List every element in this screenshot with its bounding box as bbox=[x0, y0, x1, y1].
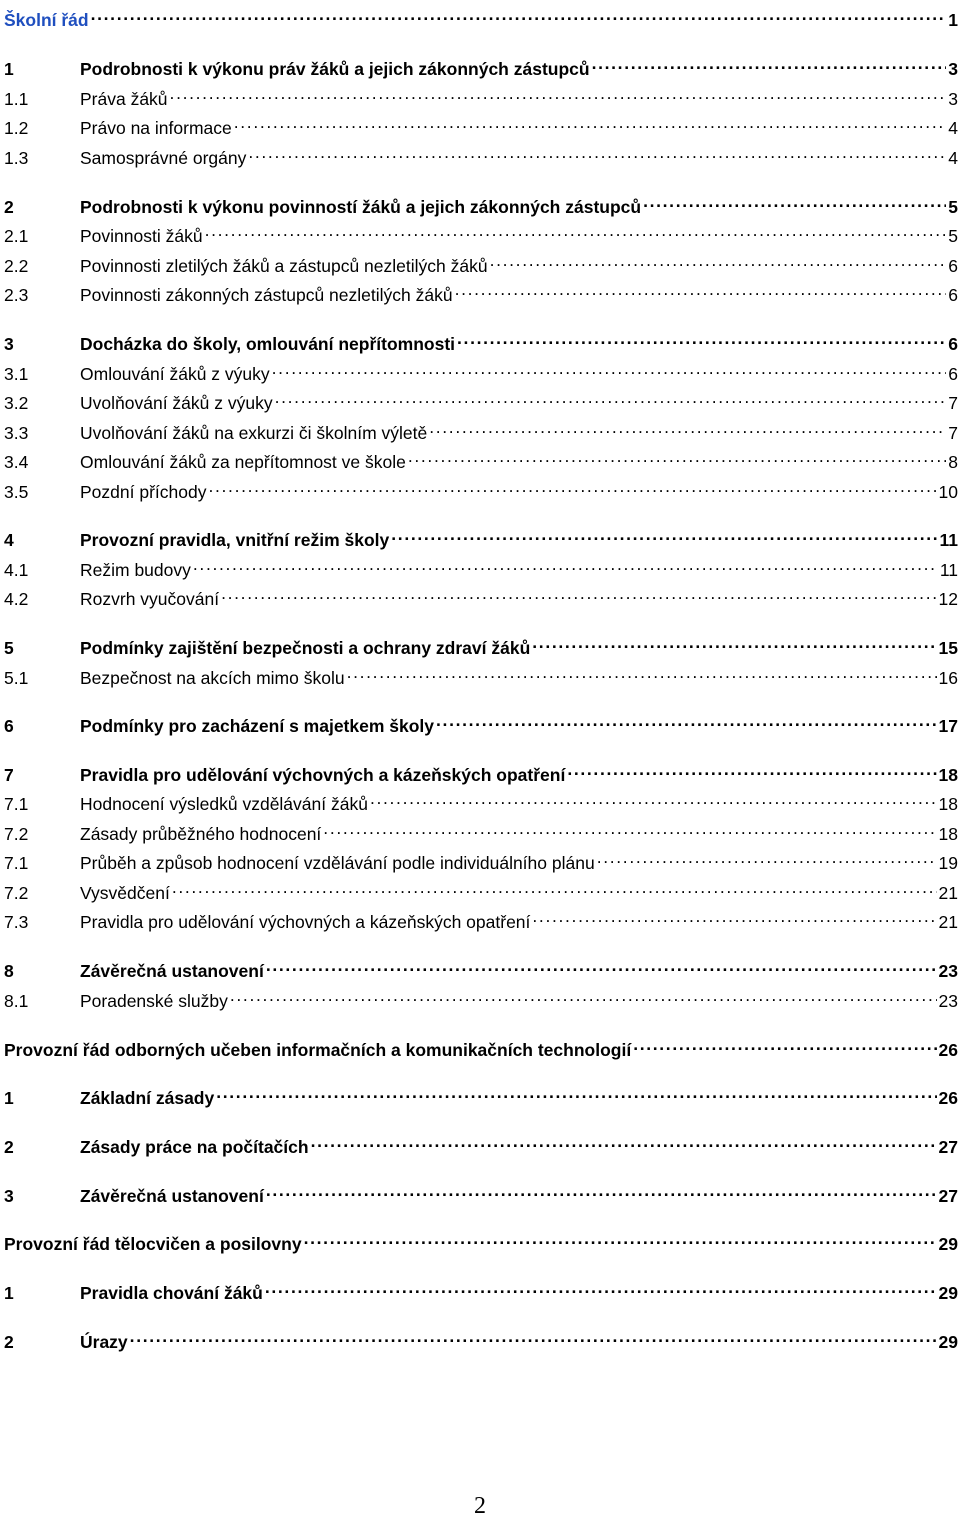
toc-entry-number: 1.2 bbox=[4, 116, 80, 140]
toc-entry-number: 3.2 bbox=[4, 391, 80, 415]
toc-entry-page: 4 bbox=[948, 146, 960, 170]
dot-leader bbox=[408, 444, 946, 468]
toc-entry-title: Pravidla chování žáků bbox=[80, 1281, 263, 1305]
dot-leader bbox=[172, 875, 937, 899]
toc-entry-number: 2 bbox=[4, 195, 80, 219]
toc-entry[interactable] bbox=[4, 110, 960, 134]
toc-entry-title: Docházka do školy, omlouvání nepřítomnosti bbox=[80, 332, 455, 356]
toc-entry[interactable] bbox=[4, 1178, 960, 1202]
dot-leader bbox=[311, 1129, 937, 1153]
toc-entry[interactable] bbox=[4, 786, 960, 810]
toc-entry-title: Školní řád bbox=[4, 8, 89, 32]
toc-entry-title: Uvolňování žáků na exkurzi či školním výletě bbox=[80, 421, 427, 445]
toc-entry-number: 7.1 bbox=[4, 851, 80, 875]
toc-entry-page: 19 bbox=[939, 851, 960, 875]
toc-entry-title: Provozní pravidla, vnitřní režim školy bbox=[80, 528, 389, 552]
toc-entry-number: 3.4 bbox=[4, 450, 80, 474]
toc-entry-page: 6 bbox=[948, 254, 960, 278]
toc-entry[interactable] bbox=[4, 218, 960, 242]
toc-entry-number: 3.5 bbox=[4, 480, 80, 504]
toc-entry-number: 4 bbox=[4, 528, 80, 552]
toc-entry-page: 18 bbox=[939, 763, 960, 787]
toc-entry-title: Pravidla pro udělování výchovných a kázeňských opatření bbox=[80, 910, 530, 934]
toc-entry-title: Provozní řád odborných učeben informačních a komunikačních technologií bbox=[4, 1038, 631, 1062]
toc-entry-title: Poradenské služby bbox=[80, 989, 228, 1013]
toc-entry-number: 3 bbox=[4, 1184, 80, 1208]
toc-entry-page: 29 bbox=[939, 1232, 960, 1256]
toc-entry-page: 7 bbox=[948, 421, 960, 445]
dot-leader bbox=[370, 786, 937, 810]
dot-leader bbox=[391, 522, 937, 546]
dot-leader bbox=[266, 953, 937, 977]
toc-entry-page: 5 bbox=[948, 224, 960, 248]
toc-entry-title: Rozvrh vyučování bbox=[80, 587, 219, 611]
toc-entry[interactable] bbox=[4, 1275, 960, 1299]
toc-entry-title: Závěrečná ustanovení bbox=[80, 959, 264, 983]
dot-leader bbox=[170, 81, 947, 105]
dot-leader bbox=[234, 110, 947, 134]
toc-entry-page: 18 bbox=[939, 792, 960, 816]
toc-entry-title: Pozdní příchody bbox=[80, 480, 206, 504]
toc-entry-number: 2.3 bbox=[4, 283, 80, 307]
dot-leader bbox=[275, 385, 947, 409]
toc-entry-page: 21 bbox=[939, 881, 960, 905]
toc-entry-number: 5 bbox=[4, 636, 80, 660]
toc-entry-number: 6 bbox=[4, 714, 80, 738]
dot-leader bbox=[130, 1324, 937, 1348]
toc-entry-title: Podrobnosti k výkonu povinností žáků a jejich zákonných zástupců bbox=[80, 195, 641, 219]
dot-leader bbox=[347, 660, 937, 684]
toc-entry-page: 10 bbox=[939, 480, 960, 504]
dot-leader bbox=[193, 552, 938, 576]
toc-entry[interactable] bbox=[4, 385, 960, 409]
toc-entry-page: 3 bbox=[948, 57, 960, 81]
toc-entry-page: 5 bbox=[948, 195, 960, 219]
toc-entry[interactable] bbox=[4, 581, 960, 605]
toc-entry-number: 7.2 bbox=[4, 822, 80, 846]
toc-entry[interactable] bbox=[4, 444, 960, 468]
toc-entry[interactable] bbox=[4, 474, 960, 498]
toc-entry-number: 7.2 bbox=[4, 881, 80, 905]
toc-entry-title: Uvolňování žáků z výuky bbox=[80, 391, 273, 415]
dot-leader bbox=[248, 140, 946, 164]
toc-entry-page: 21 bbox=[939, 910, 960, 934]
dot-leader bbox=[592, 51, 947, 75]
toc-entry-page: 16 bbox=[939, 666, 960, 690]
toc-entry-number: 3.1 bbox=[4, 362, 80, 386]
dot-leader bbox=[633, 1032, 936, 1056]
toc-entry-title: Práva žáků bbox=[80, 87, 168, 111]
toc-entry-number: 7 bbox=[4, 763, 80, 787]
toc-entry-number: 2.1 bbox=[4, 224, 80, 248]
toc-entry[interactable] bbox=[4, 51, 960, 75]
toc-entry[interactable] bbox=[4, 1129, 960, 1153]
dot-leader bbox=[266, 1178, 937, 1202]
toc-entry-number: 8.1 bbox=[4, 989, 80, 1013]
toc-entry-page: 29 bbox=[939, 1281, 960, 1305]
toc-entry[interactable] bbox=[4, 757, 960, 781]
toc-entry-page: 27 bbox=[939, 1184, 960, 1208]
toc-entry-page: 11 bbox=[940, 558, 960, 582]
toc-entry-number: 1 bbox=[4, 1086, 80, 1110]
toc-entry-page: 6 bbox=[948, 362, 960, 386]
toc-entry-page: 27 bbox=[939, 1135, 960, 1159]
toc-entry[interactable] bbox=[4, 140, 960, 164]
dot-leader bbox=[429, 415, 946, 439]
toc-entry-page: 3 bbox=[948, 87, 960, 111]
toc-entry-title: Povinnosti žáků bbox=[80, 224, 203, 248]
dot-leader bbox=[272, 356, 947, 380]
toc-entry[interactable] bbox=[4, 875, 960, 899]
toc-entry-number: 2.2 bbox=[4, 254, 80, 278]
toc-entry-number: 8 bbox=[4, 959, 80, 983]
toc-entry[interactable] bbox=[4, 660, 960, 684]
toc-entry-title: Zásady průběžného hodnocení bbox=[80, 822, 321, 846]
dot-leader bbox=[205, 218, 947, 242]
toc-entry-title: Závěrečná ustanovení bbox=[80, 1184, 264, 1208]
toc-entry-number: 7.3 bbox=[4, 910, 80, 934]
toc-entry-title: Podrobnosti k výkonu práv žáků a jejich zákonných zástupců bbox=[80, 57, 590, 81]
toc-entry[interactable] bbox=[4, 356, 960, 380]
toc-entry-number: 1 bbox=[4, 1281, 80, 1305]
dot-leader bbox=[597, 845, 937, 869]
toc-entry-title: Hodnocení výsledků vzdělávání žáků bbox=[80, 792, 368, 816]
dot-leader bbox=[643, 189, 946, 213]
toc-entry-title: Bezpečnost na akcích mimo školu bbox=[80, 666, 345, 690]
toc-entry-number: 7.1 bbox=[4, 792, 80, 816]
toc-entry-number: 2 bbox=[4, 1135, 80, 1159]
toc-entry-page: 26 bbox=[939, 1086, 960, 1110]
toc-entry-page: 8 bbox=[948, 450, 960, 474]
toc-entry-title: Zásady práce na počítačích bbox=[80, 1135, 309, 1159]
toc-entry-page: 1 bbox=[948, 8, 960, 32]
toc-entry[interactable] bbox=[4, 2, 960, 26]
toc-entry-title: Podmínky zajištění bezpečnosti a ochrany zdraví žáků bbox=[80, 636, 530, 660]
toc-entry[interactable] bbox=[4, 415, 960, 439]
toc-entry-number: 3.3 bbox=[4, 421, 80, 445]
toc-entry-title: Provozní řád tělocvičen a posilovny bbox=[4, 1232, 302, 1256]
dot-leader bbox=[490, 248, 947, 272]
toc-entry-page: 4 bbox=[948, 116, 960, 140]
dot-leader bbox=[304, 1226, 937, 1250]
toc-entry[interactable] bbox=[4, 904, 960, 928]
toc-entry-number: 4.1 bbox=[4, 558, 80, 582]
toc-entry-title: Samosprávné orgány bbox=[80, 146, 246, 170]
toc-entry[interactable] bbox=[4, 816, 960, 840]
dot-leader bbox=[208, 474, 936, 498]
toc-entry[interactable] bbox=[4, 845, 960, 869]
toc-entry-title: Vysvědčení bbox=[80, 881, 170, 905]
dot-leader bbox=[265, 1275, 937, 1299]
toc-entry-title: Omlouvání žáků z výuky bbox=[80, 362, 270, 386]
toc-entry[interactable] bbox=[4, 189, 960, 213]
toc-entry-title: Základní zásady bbox=[80, 1086, 214, 1110]
toc-entry-page: 6 bbox=[948, 332, 960, 356]
toc-entry-title: Omlouvání žáků za nepřítomnost ve škole bbox=[80, 450, 406, 474]
toc-entry-page: 12 bbox=[939, 587, 960, 611]
toc-entry[interactable] bbox=[4, 1032, 960, 1056]
toc-entry-number: 5.1 bbox=[4, 666, 80, 690]
toc-entry[interactable] bbox=[4, 326, 960, 350]
toc-entry[interactable] bbox=[4, 953, 960, 977]
toc-entry-title: Úrazy bbox=[80, 1330, 128, 1354]
toc-entry-page: 7 bbox=[948, 391, 960, 415]
toc-entry-number: 1.1 bbox=[4, 87, 80, 111]
dot-leader bbox=[436, 708, 937, 732]
toc-entry-number: 2 bbox=[4, 1330, 80, 1354]
dot-leader bbox=[457, 326, 946, 350]
toc-entry-page: 15 bbox=[939, 636, 960, 660]
toc-entry[interactable] bbox=[4, 630, 960, 654]
toc-entry[interactable] bbox=[4, 522, 960, 546]
toc-entry[interactable] bbox=[4, 248, 960, 272]
dot-leader bbox=[230, 983, 937, 1007]
toc-entry-title: Pravidla pro udělování výchovných a kázeňských opatření bbox=[80, 763, 565, 787]
toc-entry-number: 1.3 bbox=[4, 146, 80, 170]
toc-entry-page: 23 bbox=[939, 959, 960, 983]
toc-entry[interactable] bbox=[4, 1226, 960, 1250]
dot-leader bbox=[216, 1080, 936, 1104]
toc-entry[interactable] bbox=[4, 81, 960, 105]
toc-entry-number: 1 bbox=[4, 57, 80, 81]
dot-leader bbox=[567, 757, 936, 781]
dot-leader bbox=[221, 581, 936, 605]
toc-entry-number: 3 bbox=[4, 332, 80, 356]
toc-entry-page: 6 bbox=[948, 283, 960, 307]
toc-entry-number: 4.2 bbox=[4, 587, 80, 611]
toc-entry-page: 29 bbox=[939, 1330, 960, 1354]
toc-entry-page: 26 bbox=[939, 1038, 960, 1062]
toc-entry[interactable] bbox=[4, 1324, 960, 1348]
page-number: 2 bbox=[0, 1493, 960, 1520]
toc-entry-title: Průběh a způsob hodnocení vzdělávání podle individuálního plánu bbox=[80, 851, 595, 875]
toc-entry-title: Povinnosti zákonných zástupců nezletilých žáků bbox=[80, 283, 453, 307]
dot-leader bbox=[455, 277, 947, 301]
toc-entry[interactable] bbox=[4, 552, 960, 576]
dot-leader bbox=[532, 904, 936, 928]
toc-entry-page: 18 bbox=[939, 822, 960, 846]
toc-entry[interactable] bbox=[4, 1080, 960, 1104]
toc-entry-page: 11 bbox=[940, 528, 960, 552]
toc-entry[interactable] bbox=[4, 277, 960, 301]
dot-leader bbox=[323, 816, 936, 840]
toc-entry-title: Právo na informace bbox=[80, 116, 232, 140]
toc-entry-title: Podmínky pro zacházení s majetkem školy bbox=[80, 714, 434, 738]
toc-entry-title: Povinnosti zletilých žáků a zástupců nezletilých žáků bbox=[80, 254, 488, 278]
toc-entry-page: 17 bbox=[939, 714, 960, 738]
toc-entry-page: 23 bbox=[939, 989, 960, 1013]
toc-entry[interactable] bbox=[4, 983, 960, 1007]
dot-leader bbox=[532, 630, 936, 654]
toc-entry-title: Režim budovy bbox=[80, 558, 191, 582]
dot-leader bbox=[91, 2, 947, 26]
toc-entry[interactable] bbox=[4, 708, 960, 732]
